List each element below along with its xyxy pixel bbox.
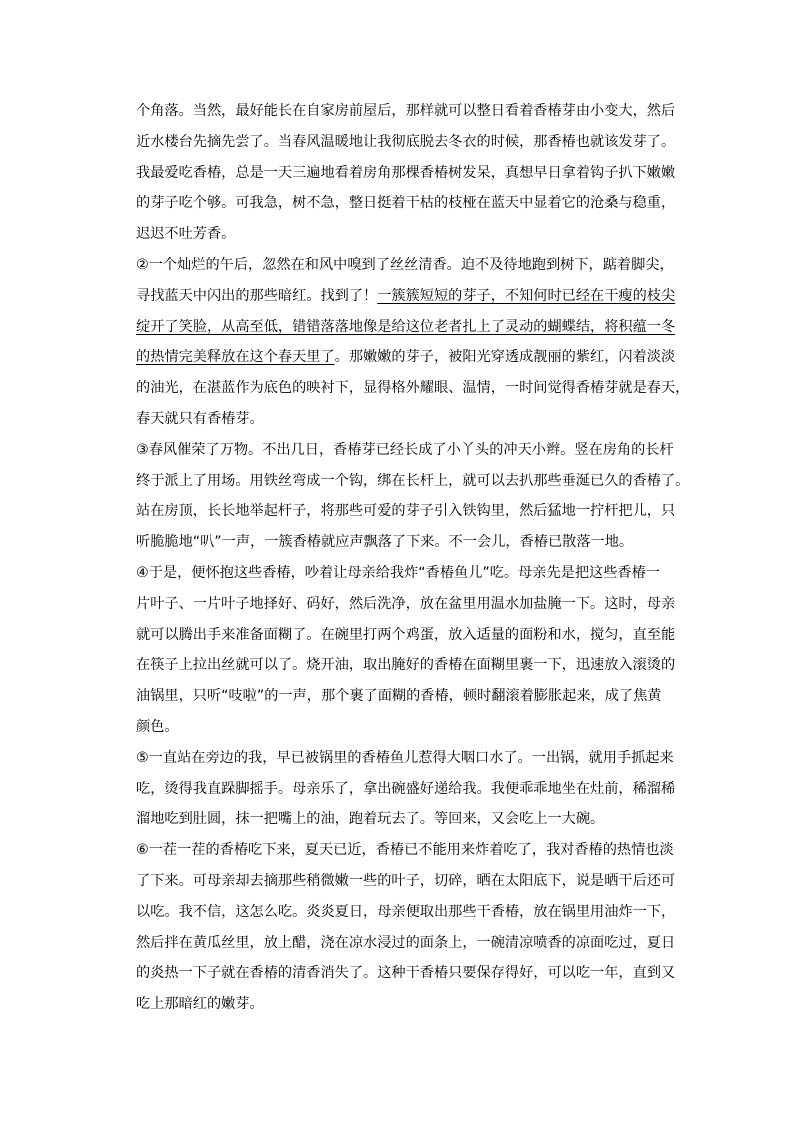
text-line: 的芽子吃个够。可我急，树不急，整日挺着干枯的枝桠在蓝天中显着它的沧桑与稳重， bbox=[136, 195, 676, 212]
text-line: 我最爱吃香椿，总是一天三遍地看着房角那棵香椿树发呆，真想早日拿着钩子扒下嫩嫩 bbox=[136, 164, 676, 181]
text-line: 溜地吃到肚圆，抹一把嘴上的油，跑着玩去了。等回来，又会吃上一大碗。 bbox=[136, 811, 605, 828]
paragraph-6-start: ⑥一茬一茬的香椿吃下来，夏天已近，香椿已不能用来炸着吃了，我对香椿的热情也淡 bbox=[136, 842, 674, 859]
text-line: 以吃。我不信，这怎么吃。炎炎夏日，母亲便取出那些干香椿，放在锅里用油炸一下， bbox=[136, 903, 676, 920]
text-line: 然后拌在黄瓜丝里，放上醋，浇在凉水浸过的面条上，一碗清凉喷香的凉面吃过，夏日 bbox=[136, 934, 676, 951]
text-line: 听脆脆地“叭”一声，一簇香椿就应声飘落了下来。不一会儿，香椿已散落一地。 bbox=[136, 534, 634, 551]
underlined-sentence: 的热情完美释放在这个春天里了 bbox=[136, 349, 335, 366]
text-segment: 寻找蓝天中闪出的那些暗红。找到了！ bbox=[136, 287, 378, 304]
underlined-sentence-line: 绽开了笑脸，从高至低，错错落落地像是给这位老者扎上了灵动的蝴蝶结，将积蕴一冬 bbox=[136, 318, 676, 335]
text-line: 的炎热一下子就在香椿的清香消失了。这种干香椿只要保存得好，可以吃一年，直到又 bbox=[136, 965, 676, 982]
text-line: 了下来。可母亲却去摘那些稍微嫩一些的叶子，切碎，晒在太阳底下，说是晒干后还可 bbox=[136, 872, 676, 889]
text-line bbox=[136, 281, 676, 312]
text-line: 站在房顶，长长地举起杆子，将那些可爱的芽子引入铁钩里，然后猛地一拧杆把儿，只 bbox=[136, 503, 676, 520]
paragraph-2-start: ②一个灿烂的午后，忽然在和风中嗅到了丝丝清香。迫不及待地跑到树下，踮着脚尖， bbox=[136, 256, 674, 273]
text-segment: 。那嫩嫩的芽子，被阳光穿透成靓丽的紫红，闪着淡淡 bbox=[334, 349, 676, 366]
text-line: 春天就只有香椿芽。 bbox=[136, 410, 264, 427]
text-line: 个角落。当然，最好能长在自家房前屋后，那样就可以整日看着香椿芽由小变大，然后 bbox=[136, 103, 676, 119]
text-line: 颜色。 bbox=[136, 718, 179, 735]
text-line: 的油光，在湛蓝作为底色的映衬下，显得格外耀眼、温情，一时间觉得香椿芽就是春天， bbox=[136, 380, 690, 397]
text-line: 吃上那暗红的嫩芽。 bbox=[136, 996, 264, 1013]
text-line: 在筷子上拉出丝就可以了。烧开油，取出腌好的香椿在面糊里裹一下，迅速放入滚烫的 bbox=[136, 657, 676, 674]
text-line: 终于派上了用场。用铁丝弯成一个钩，绑在长杆上，就可以去扒那些垂涎已久的香椿了。 bbox=[136, 472, 690, 489]
text-line: 吃，烫得我直跺脚摇手。母亲乐了，拿出碗盛好递给我。我便乖乖地坐在灶前，稀溜稀 bbox=[136, 780, 676, 797]
text-line bbox=[136, 342, 676, 373]
text-line: 迟迟不吐芳香。 bbox=[136, 226, 236, 243]
text-line: 近水楼台先摘先尝了。当春风温暖地让我彻底脱去冬衣的时候，那香椿也就该发芽了。 bbox=[136, 133, 676, 150]
text-line: 片叶子、一片叶子地择好、码好，然后洗净，放在盆里用温水加盐腌一下。这时，母亲 bbox=[136, 595, 676, 612]
paragraph-3-start: ③春风催荣了万物。不出几日，香椿芽已经长成了小丫头的冲天小辫。竖在房角的长杆 bbox=[136, 441, 674, 458]
article-text bbox=[136, 96, 690, 1020]
underlined-sentence: 一簇簇短短的芽子，不知何时已经在干瘦的枝尖 bbox=[377, 287, 676, 304]
paragraph-4-start: ④于是，便怀抱这些香椿，吵着让母亲给我炸“香椿鱼儿”吃。母亲先是把这些香椿一 bbox=[136, 564, 660, 581]
text-line: 就可以腾出手来准备面糊了。在碗里打两个鸡蛋，放入适量的面粉和水，搅匀，直至能 bbox=[136, 626, 676, 643]
paragraph-5-start: ⑤一直站在旁边的我，早已被锅里的香椿鱼儿惹得大咽口水了。一出锅，就用手抓起来 bbox=[136, 749, 674, 766]
text-line: 油锅里，只听“吱啦”的一声，那个裹了面糊的香椿，顿时翻滚着膨胀起来，成了焦黄 bbox=[136, 688, 662, 705]
